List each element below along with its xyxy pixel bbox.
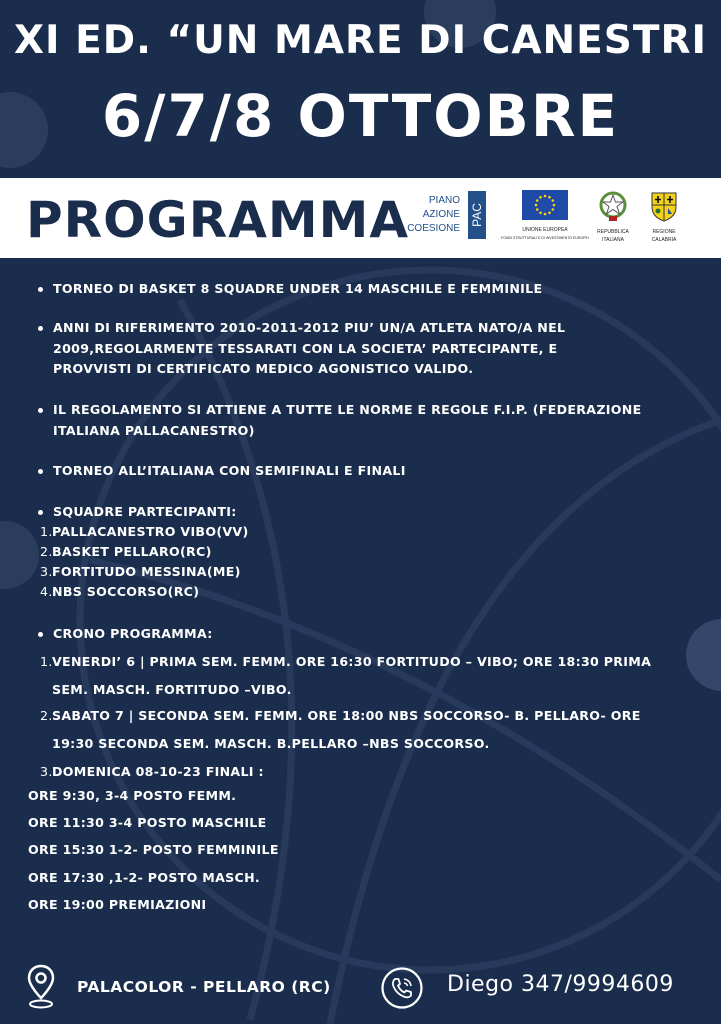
bullet-item — [38, 279, 713, 300]
crono-item: 3. DOMENICA 08-10-23 FINALI : — [38, 758, 692, 786]
team-item: 1. PALLACANESTRO VIBO(VV) — [40, 524, 249, 539]
programma-heading: PROGRAMMA — [26, 191, 410, 249]
footer — [0, 958, 721, 1018]
pac-text — [407, 194, 460, 236]
bullet-text: TORNEO ALL’ITALIANA CON SEMIFINALI E FINALI — [53, 463, 406, 478]
crono-item: 2. SABATO 7 | SECONDA SEM. FEMM. ORE 18:00 NBS SOCCORSO- B. PELLARO- ORE 19:30 SECONDA SEM. MASCH. B.PELLARO –NBS SOCCORSO. — [38, 702, 692, 758]
teams-heading — [38, 502, 713, 523]
bullet-text-line: IL REGOLAMENTO SI ATTIENE A TUTTE LE NORME E REGOLE F.I.P. (FEDERAZIONE — [53, 402, 642, 417]
crono-line: SABATO 7 | SECONDA SEM. FEMM. ORE 18:00 NBS SOCCORSO- B. PELLARO- ORE — [52, 708, 641, 723]
pac-line: PIANO — [428, 195, 460, 206]
phone-icon — [380, 966, 424, 1010]
pac-line: COESIONE — [407, 223, 460, 234]
final-text: ORE 11:30 3-4 POSTO MASCHILE — [28, 815, 267, 830]
calabria-shield-icon — [649, 190, 679, 222]
bullet-item — [38, 461, 713, 482]
pac-line: AZIONE — [422, 209, 460, 220]
crono-line: 19:30 SECONDA SEM. MASCH. B.PELLARO –NBS SOCCORSO. — [52, 736, 490, 751]
bullet-text: TORNEO DI BASKET 8 SQUADRE UNDER 14 MASCHILE E FEMMINILE — [53, 281, 543, 296]
final-item — [28, 868, 628, 889]
bullet-text-line: PROVVISTI DI CERTIFICATO MEDICO AGONISTICO VALIDO. — [53, 361, 474, 376]
team-item: 3. FORTITUDO MESSINA(ME) — [40, 564, 241, 579]
final-text: ORE 9:30, 3-4 POSTO FEMM. — [28, 788, 237, 803]
italy-emblem-icon — [598, 190, 628, 222]
italy-emblem — [593, 190, 633, 243]
team-item: 4. NBS SOCCORSO(RC) — [40, 584, 200, 599]
team-name: BASKET PELLARO(RC) — [52, 544, 212, 559]
crono-line: DOMENICA 08-10-23 FINALI : — [52, 764, 264, 779]
team-name: PALLACANESTRO VIBO(VV) — [52, 524, 249, 539]
eu-flag-icon — [522, 190, 568, 220]
bullet-text-line: ITALIANA PALLACANESTRO) — [53, 422, 255, 438]
final-item — [28, 813, 628, 834]
crono-heading — [38, 624, 713, 645]
final-item — [28, 895, 628, 916]
crono-item: 1. VENERDI’ 6 | PRIMA SEM. FEMM. ORE 16:30 FORTITUDO – VIBO; ORE 18:30 PRIMA SEM. MASCH. FORTITUDO –VIBO. — [38, 648, 692, 704]
crono-line: SEM. MASCH. FORTITUDO –VIBO. — [52, 682, 292, 697]
region-caption-1: REGIONE — [652, 229, 676, 235]
bullet-item — [38, 400, 713, 441]
event-dates: 6/7/8 OTTOBRE — [101, 82, 620, 150]
bullet-text-line: 2009,REGOLARMENTE TESSARATI CON LA SOCIETA’ PARTECIPANTE, E — [53, 340, 558, 356]
pac-box-label: PAC — [470, 203, 484, 227]
team-item: 2. BASKET PELLARO(RC) — [40, 544, 212, 559]
region-caption-2: CALABRIA — [651, 237, 677, 243]
eu-logo — [500, 190, 590, 241]
calabria-emblem — [642, 190, 686, 243]
final-text: ORE 19:00 PREMIAZIONI — [28, 897, 207, 912]
crono-heading-text: CRONO PROGRAMMA: — [53, 626, 213, 641]
final-item — [28, 786, 628, 807]
teams-heading-text: SQUADRE PARTECIPANTI: — [53, 504, 237, 519]
final-text: ORE 15:30 1-2- POSTO FEMMINILE — [28, 842, 279, 857]
final-text: ORE 17:30 ,1-2- POSTO MASCH. — [28, 870, 261, 885]
final-item — [28, 840, 628, 861]
eu-caption: UNIONE EUROPEA — [522, 227, 568, 233]
italy-caption-2: ITALIANA — [602, 237, 624, 243]
italy-caption-1: REPUBBLICA — [597, 229, 629, 235]
contact-text: Diego 347/9994609 — [447, 972, 674, 997]
venue-text: PALACOLOR - PELLARO (RC) — [77, 978, 331, 996]
crono-line: VENERDI’ 6 | PRIMA SEM. FEMM. ORE 16:30 FORTITUDO – VIBO; ORE 18:30 PRIMA — [52, 654, 652, 669]
team-name: FORTITUDO MESSINA(ME) — [52, 564, 241, 579]
event-title: XI ED. “UN MARE DI CANESTRI — [13, 18, 708, 63]
pac-logo — [400, 191, 490, 241]
bullet-item — [38, 318, 713, 380]
team-name: NBS SOCCORSO(RC) — [52, 584, 200, 599]
pac-box — [468, 191, 486, 239]
deco-circle — [0, 521, 39, 589]
location-pin-icon — [26, 964, 56, 1010]
bullet-text-line: ANNI DI RIFERIMENTO 2010-2011-2012 PIU’ UN/A ATLETA NATO/A NEL — [53, 320, 566, 335]
eu-subcaption: FONDI STRUTTURALI E DI INVESTIMENTO EUROPEI — [501, 236, 589, 240]
programma-band — [0, 178, 721, 258]
